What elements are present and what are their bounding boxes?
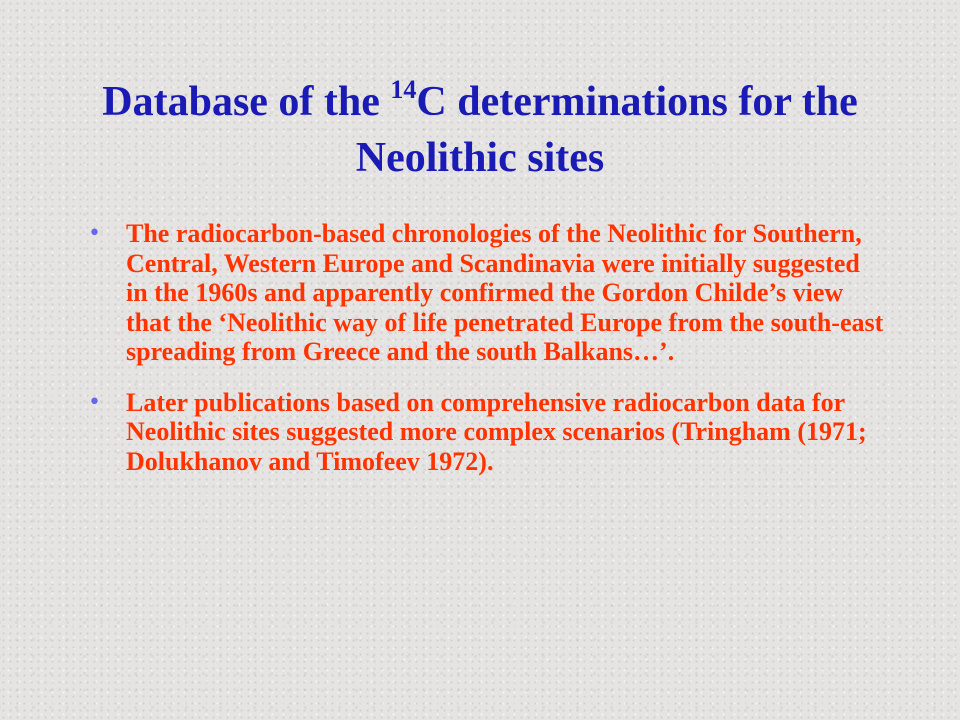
bullet-text-2: Later publications based on comprehensive radiocarbon data for Neolithic sites suggested more complex scenarios (Tringham (1971; Dolukhanov and Timofeev 1972).	[126, 387, 867, 476]
title-superscript: 14	[390, 75, 417, 104]
bullet-item-2	[84, 388, 884, 477]
title-prefix: Database of the	[102, 79, 391, 125]
bullet-dot-icon: •	[88, 389, 101, 415]
slide-title	[60, 74, 900, 186]
bullet-item-1	[84, 219, 884, 367]
bullet-list	[84, 219, 884, 497]
title-suffix: C determinations for the Neolithic sites	[355, 79, 858, 181]
bullet-text-1: The radiocarbon-based chronologies of the Neolithic for Southern, Central, Western Europe and Scandinavia were initially suggested in the 1960s and apparently confirmed the Gordon Childe’s view that the ‘Neolithic way of life penetrated Europe from the south-east spreading from Greece and the south Balkans…’.	[126, 219, 884, 366]
bullet-dot-icon: •	[88, 221, 101, 246]
